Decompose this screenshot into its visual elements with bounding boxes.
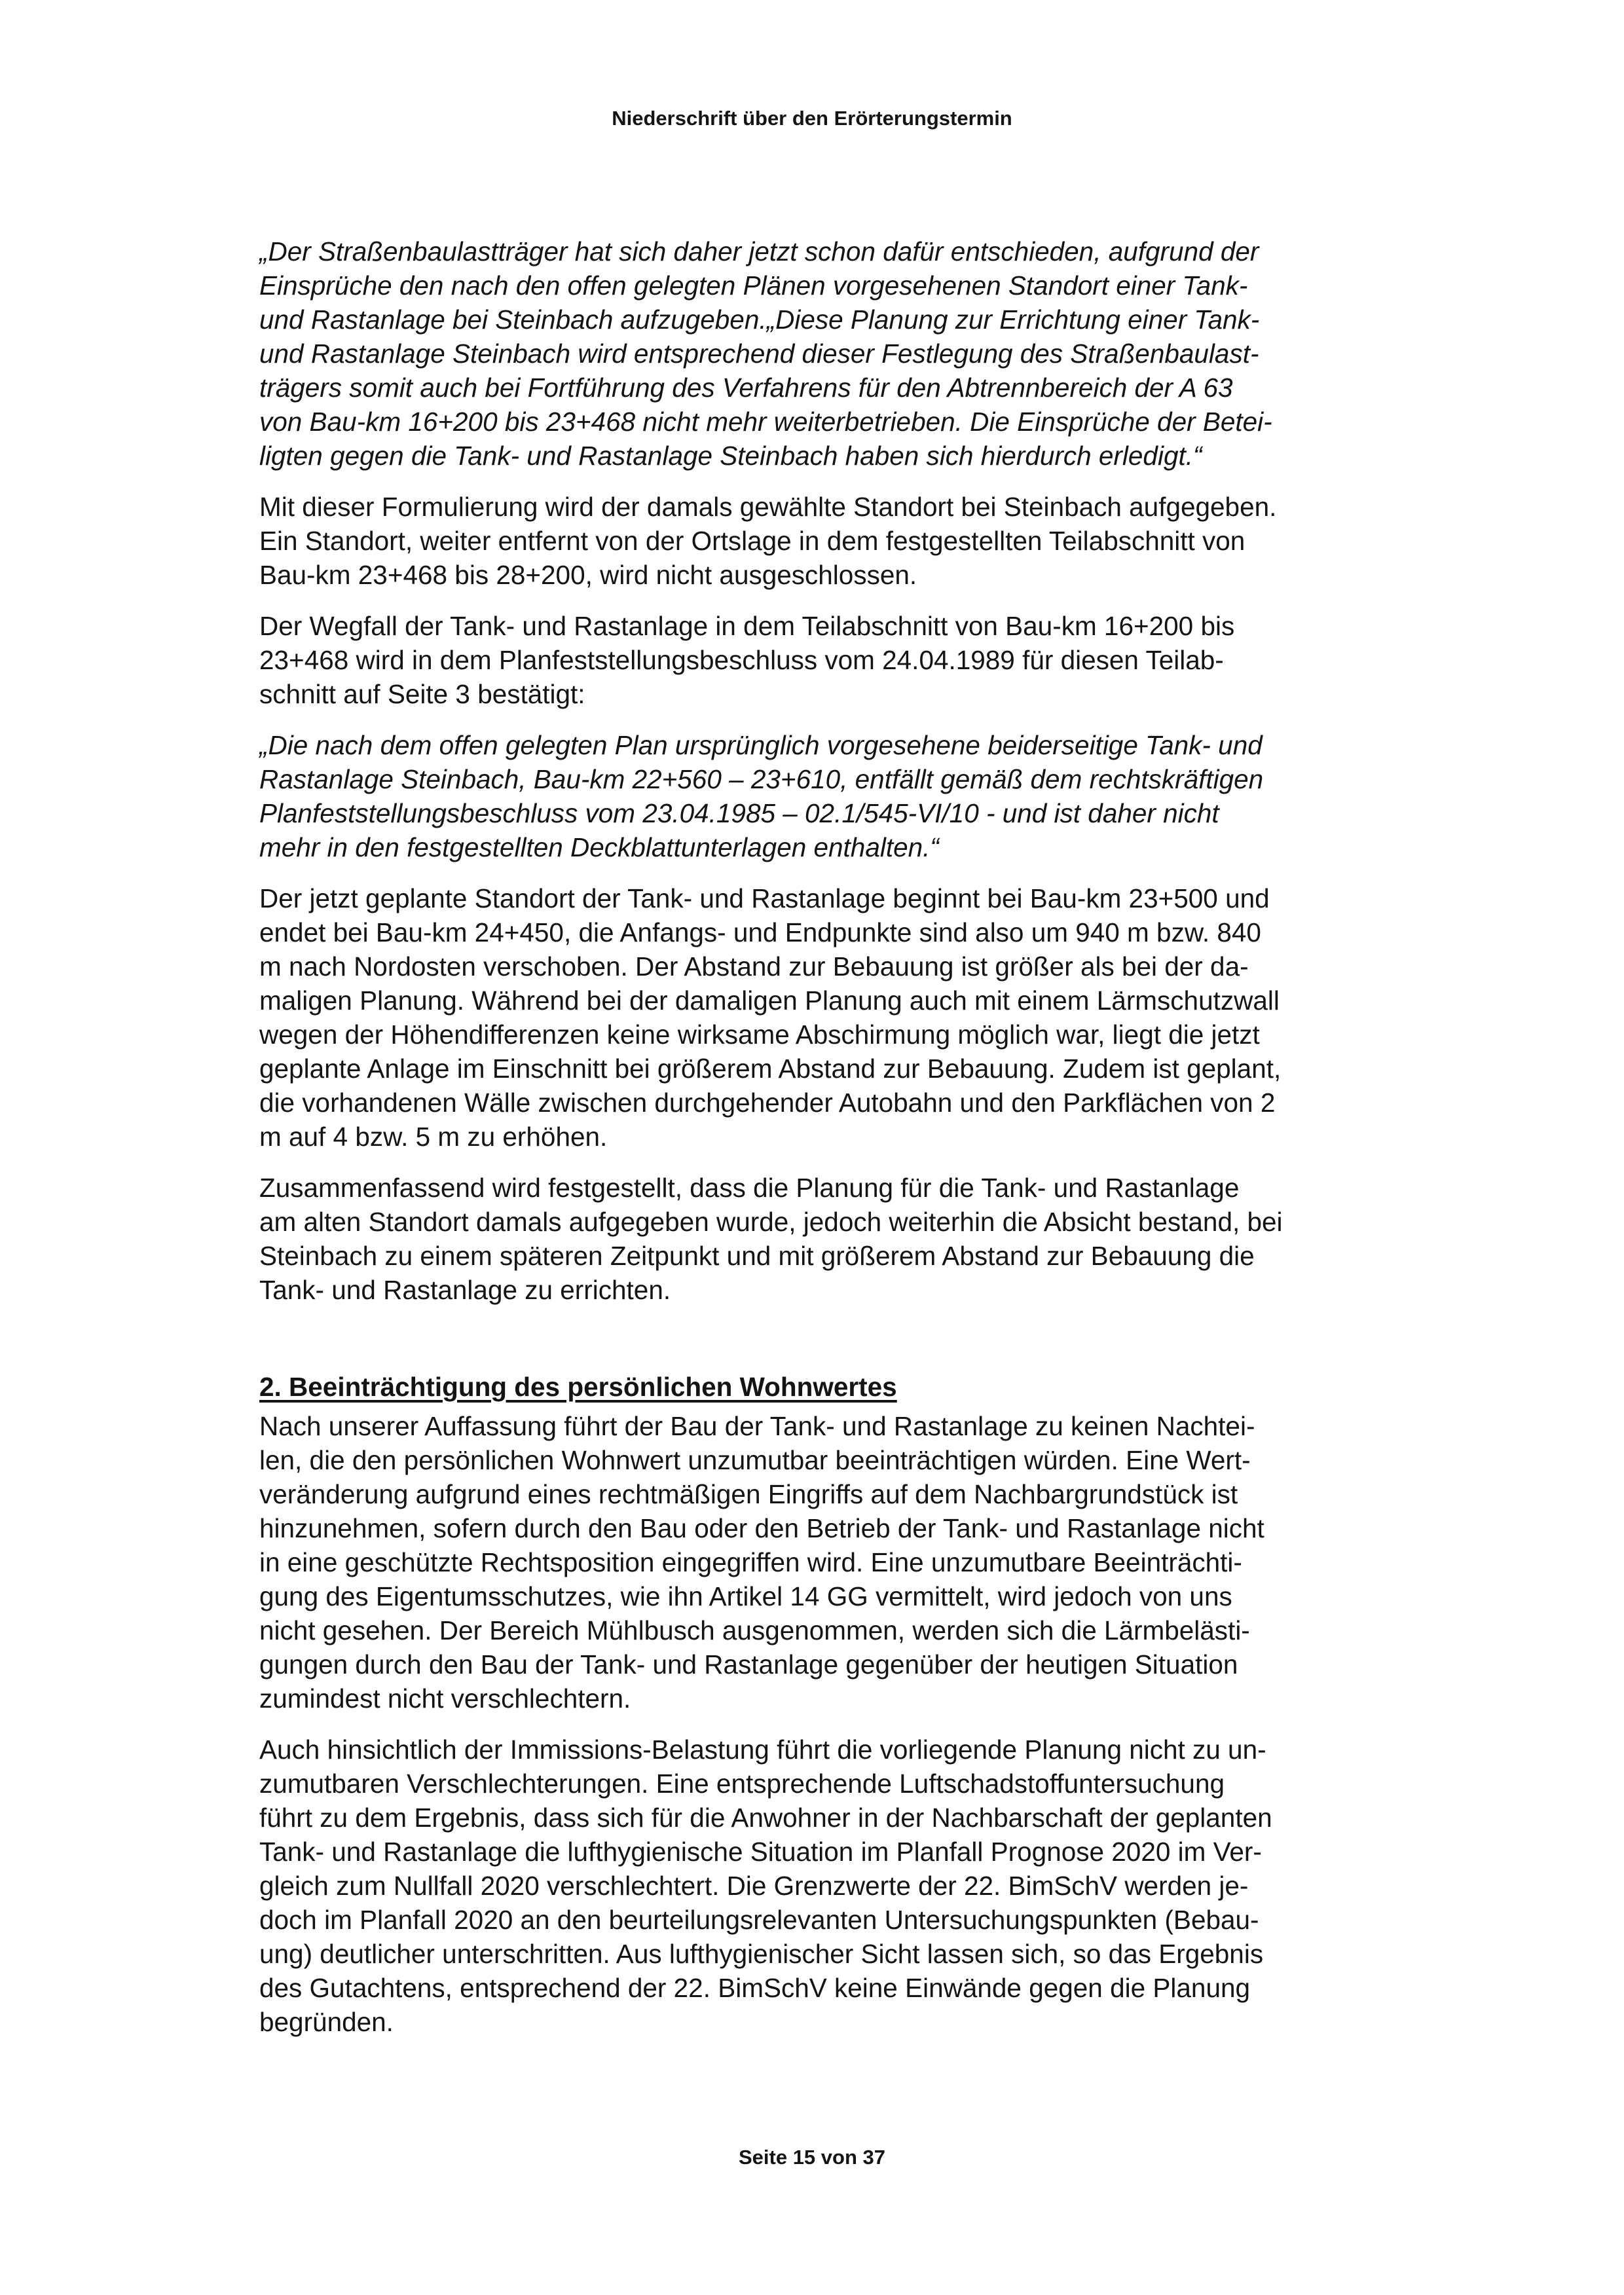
quote-paragraph-strassenbaulasttraeger [259,234,1418,473]
text-line: Ein Standort, weiter entfernt von der Ortslage in dem festgestellten Teilabschnitt von [259,526,1246,556]
text-line: hinzunehmen, sofern durch den Bau oder den Betrieb der Tank- und Rastanlage nicht [259,1513,1264,1543]
text-line: Tank- und Rastanlage zu errichten. [259,1275,671,1305]
text-line: zumindest nicht verschlechtern. [259,1683,631,1714]
text-line: m auf 4 bzw. 5 m zu erhöhen. [259,1122,608,1152]
text-line: zumutbaren Verschlechterungen. Eine entsprechende Luftschadstoffuntersuchung [259,1769,1225,1799]
paragraph-zusammenfassung [259,1171,1418,1307]
text-line: und Rastanlage Steinbach wird entsprechend dieser Festlegung des Straßenbaulast- [259,339,1259,369]
text-line: endet bei Bau-km 24+450, die Anfangs- und Endpunkte sind also um 940 m bzw. 840 [259,917,1261,947]
text-line: gung des Eigentumsschutzes, wie ihn Artikel 14 GG vermittelt, wird jedoch von uns [259,1581,1232,1611]
section-heading-wohnwert: 2. Beeinträchtigung des persönlichen Wohnwertes [259,1372,897,1402]
text-line: Tank- und Rastanlage die lufthygienische Situation im Planfall Prognose 2020 im Ver- [259,1837,1262,1867]
paragraph-wegfall [259,609,1418,711]
text-line: mehr in den festgestellten Deckblattunterlagen enthalten.“ [259,832,939,862]
text-line: Einsprüche den nach den offen gelegten Plänen vorgesehenen Standort einer Tank- [259,270,1248,301]
text-line: „Die nach dem offen gelegten Plan ursprünglich vorgesehene beiderseitige Tank- und [259,730,1263,760]
paragraph-formulierung [259,490,1418,592]
text-line: am alten Standort damals aufgegeben wurde, jedoch weiterhin die Absicht bestand, bei [259,1207,1283,1237]
text-line: maligen Planung. Während bei der damaligen Planung auch mit einem Lärmschutzwall [259,985,1280,1016]
text-line: geplante Anlage im Einschnitt bei größerem Abstand zur Bebauung. Zudem ist geplant, [259,1054,1282,1084]
text-line: 23+468 wird in dem Planfeststellungsbeschluss vom 24.04.1989 für diesen Teilab- [259,645,1224,675]
page-header-title: Niederschrift über den Erörterungstermin [612,107,1012,130]
text-line: gleich zum Nullfall 2020 verschlechtert. Die Grenzwerte der 22. BimSchV werden je- [259,1871,1249,1901]
text-line: führt zu dem Ergebnis, dass sich für die Anwohner in der Nachbarschaft der geplanten [259,1803,1272,1833]
quote-paragraph-planfeststellung [259,728,1418,864]
text-line: Planfeststellungsbeschluss vom 23.04.1985 – 02.1/545-VI/10 - und ist daher nicht [259,798,1219,828]
text-line: len, die den persönlichen Wohnwert unzumutbar beeinträchtigen würden. Eine Wert- [259,1445,1251,1475]
text-line: Bau-km 23+468 bis 28+200, wird nicht ausgeschlossen. [259,560,917,590]
paragraph-immissions-belastung [259,1733,1418,2039]
text-line: doch im Planfall 2020 an den beurteilungsrelevanten Untersuchungspunkten (Bebau- [259,1905,1259,1935]
text-line: Mit dieser Formulierung wird der damals gewählte Standort bei Steinbach aufgegeben. [259,492,1277,522]
text-line: von Bau-km 16+200 bis 23+468 nicht mehr weiterbetrieben. Die Einsprüche der Betei- [259,407,1272,437]
text-line: ung) deutlicher unterschritten. Aus lufthygienischer Sicht lassen sich, so das Ergebnis [259,1939,1264,1969]
text-line: Auch hinsichtlich der Immissions-Belastung führt die vorliegende Planung nicht zu un- [259,1735,1266,1765]
text-line: Rastanlage Steinbach, Bau-km 22+560 – 23+610, entfällt gemäß dem rechtskräftigen [259,764,1264,794]
text-line: „Der Straßenbaulastträger hat sich daher jetzt schon dafür entschieden, aufgrund der [259,236,1259,266]
text-line: begründen. [259,2007,394,2037]
text-line: Der jetzt geplante Standort der Tank- und Rastanlage beginnt bei Bau-km 23+500 und [259,883,1270,913]
text-line: m nach Nordosten verschoben. Der Abstand zur Bebauung ist größer als bei der da- [259,951,1249,982]
text-line: Nach unserer Auffassung führt der Bau der Tank- und Rastanlage zu keinen Nachtei- [259,1411,1255,1441]
text-line: wegen der Höhendifferenzen keine wirksame Abschirmung möglich war, liegt die jetzt [259,1019,1260,1050]
text-line: Zusammenfassend wird festgestellt, dass die Planung für die Tank- und Rastanlage [259,1173,1240,1203]
text-line: nicht gesehen. Der Bereich Mühlbusch ausgenommen, werden sich die Lärmbelästi- [259,1615,1250,1645]
text-line: veränderung aufgrund eines rechtmäßigen Eingriffs auf dem Nachbargrundstück ist [259,1479,1238,1509]
text-line: in eine geschützte Rechtsposition eingegriffen wird. Eine unzumutbare Beeinträchti- [259,1547,1242,1577]
text-line: gungen durch den Bau der Tank- und Rastanlage gegenüber der heutigen Situation [259,1649,1238,1680]
text-line: ligten gegen die Tank- und Rastanlage Steinbach haben sich hierdurch erledigt.“ [259,441,1202,471]
text-line: die vorhandenen Wälle zwischen durchgehender Autobahn und den Parkflächen von 2 [259,1088,1276,1118]
text-line: und Rastanlage bei Steinbach aufzugeben.„Diese Planung zur Errichtung einer Tank- [259,304,1260,335]
text-line: trägers somit auch bei Fortführung des Verfahrens für den Abtrennbereich der A 63 [259,373,1233,403]
paragraph-auffassung [259,1409,1418,1716]
text-line: schnitt auf Seite 3 bestätigt: [259,679,585,709]
paragraph-geplanter-standort [259,881,1418,1154]
page-number: Seite 15 von 37 [738,2146,885,2169]
document-body [259,234,1418,2056]
text-line: Der Wegfall der Tank- und Rastanlage in dem Teilabschnitt von Bau-km 16+200 bis [259,611,1235,641]
text-line: Steinbach zu einem späteren Zeitpunkt und mit größerem Abstand zur Bebauung die [259,1241,1255,1271]
text-line: des Gutachtens, entsprechend der 22. BimSchV keine Einwände gegen die Planung [259,1973,1251,2003]
